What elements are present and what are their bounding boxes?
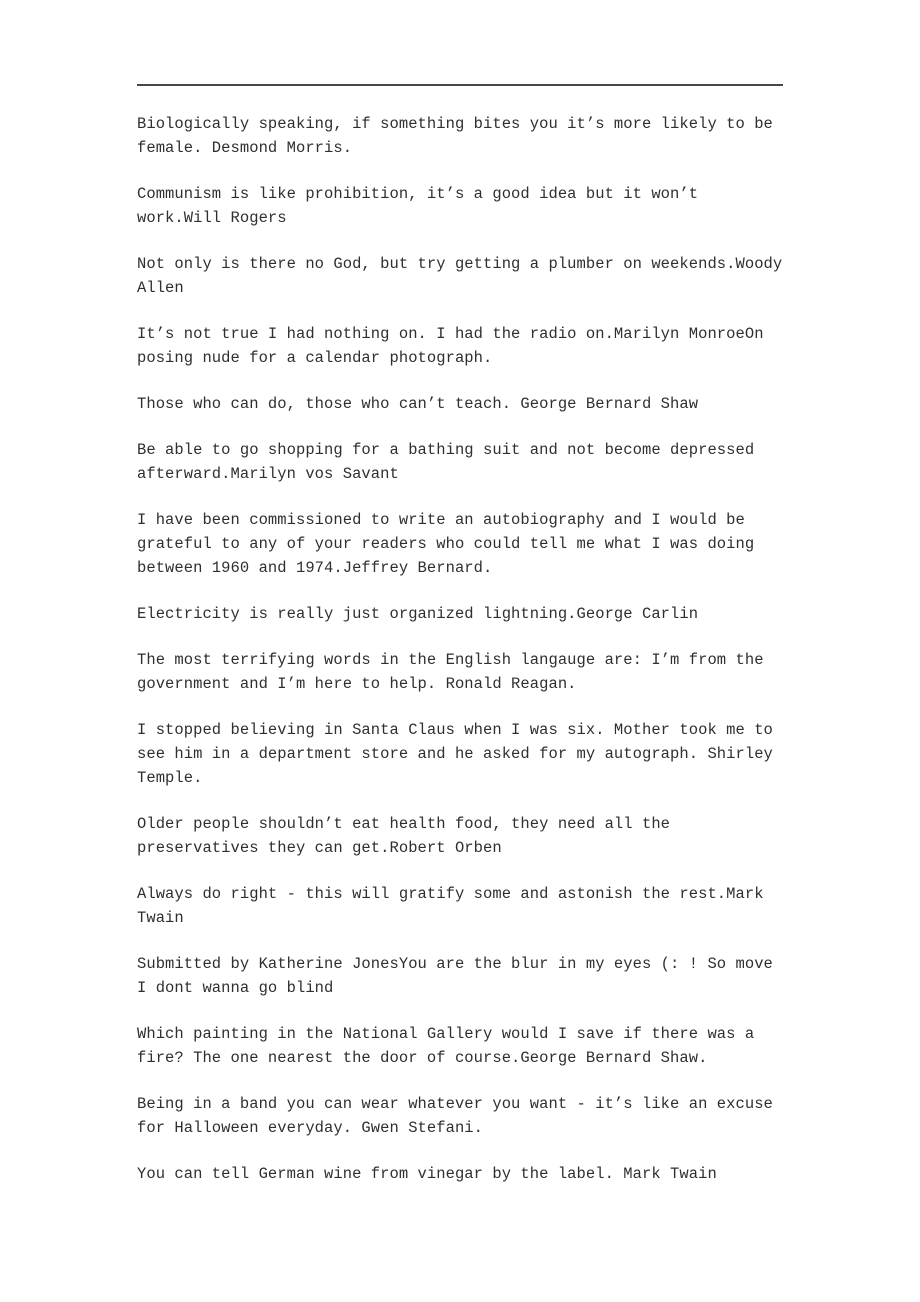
text-line: Being in a band you can wear whatever you want - it’s like an excuse [137, 1095, 773, 1113]
quote-paragraph [137, 508, 797, 580]
text-line: Allen [137, 279, 184, 297]
text-line: Older people shouldn’t eat health food, they need all the [137, 815, 671, 833]
text-line: I stopped believing in Santa Claus when I was six. Mother took me to [137, 721, 773, 739]
text-line: government and I’m here to help. Ronald Reagan. [137, 675, 577, 693]
text-line: grateful to any of your readers who could tell me what I was doing [137, 535, 755, 553]
text-line: It’s not true I had nothing on. I had the radio on.Marilyn MonroeOn [137, 325, 764, 343]
text-line: Temple. [137, 769, 203, 787]
text-line: for Halloween everyday. Gwen Stefani. [137, 1119, 484, 1137]
quote-paragraph [137, 648, 797, 696]
text-line: Those who can do, those who can’t teach. George Bernard Shaw [137, 395, 699, 413]
text-line: afterward.Marilyn vos Savant [137, 465, 399, 483]
quote-paragraph [137, 1092, 797, 1140]
horizontal-rule [137, 84, 783, 86]
quote-paragraph [137, 322, 797, 370]
text-line: Twain [137, 909, 184, 927]
quote-paragraph [137, 112, 797, 160]
text-line: fire? The one nearest the door of course.George Bernard Shaw. [137, 1049, 708, 1067]
text-line: I have been commissioned to write an autobiography and I would be [137, 511, 745, 529]
text-line: Which painting in the National Gallery would I save if there was a [137, 1025, 755, 1043]
quotes-list [137, 112, 797, 1208]
quote-paragraph [137, 252, 797, 300]
text-line: You can tell German wine from vinegar by the label. Mark Twain [137, 1165, 717, 1183]
quote-paragraph [137, 602, 797, 626]
text-line: posing nude for a calendar photograph. [137, 349, 493, 367]
text-line: Biologically speaking, if something bites you it’s more likely to be [137, 115, 773, 133]
text-line: Always do right - this will gratify some and astonish the rest.Mark [137, 885, 764, 903]
quote-paragraph [137, 438, 797, 486]
quote-paragraph [137, 718, 797, 790]
text-line: I dont wanna go blind [137, 979, 334, 997]
text-line: The most terrifying words in the English langauge are: I’m from the [137, 651, 764, 669]
text-line: Electricity is really just organized lightning.George Carlin [137, 605, 699, 623]
quote-paragraph [137, 182, 797, 230]
text-line: Not only is there no God, but try getting a plumber on weekends.Woody [137, 255, 783, 273]
text-line: female. Desmond Morris. [137, 139, 353, 157]
quote-paragraph [137, 812, 797, 860]
text-line: preservatives they can get.Robert Orben [137, 839, 502, 857]
text-line: Be able to go shopping for a bathing suit and not become depressed [137, 441, 755, 459]
quote-paragraph [137, 1022, 797, 1070]
quote-paragraph [137, 882, 797, 930]
text-line: between 1960 and 1974.Jeffrey Bernard. [137, 559, 493, 577]
quote-paragraph [137, 392, 797, 416]
quote-paragraph [137, 1162, 797, 1186]
text-line: Submitted by Katherine JonesYou are the blur in my eyes (: ! So move [137, 955, 773, 973]
quote-paragraph [137, 952, 797, 1000]
text-line: see him in a department store and he asked for my autograph. Shirley [137, 745, 773, 763]
text-line: work.Will Rogers [137, 209, 287, 227]
text-line: Communism is like prohibition, it’s a good idea but it won’t [137, 185, 699, 203]
